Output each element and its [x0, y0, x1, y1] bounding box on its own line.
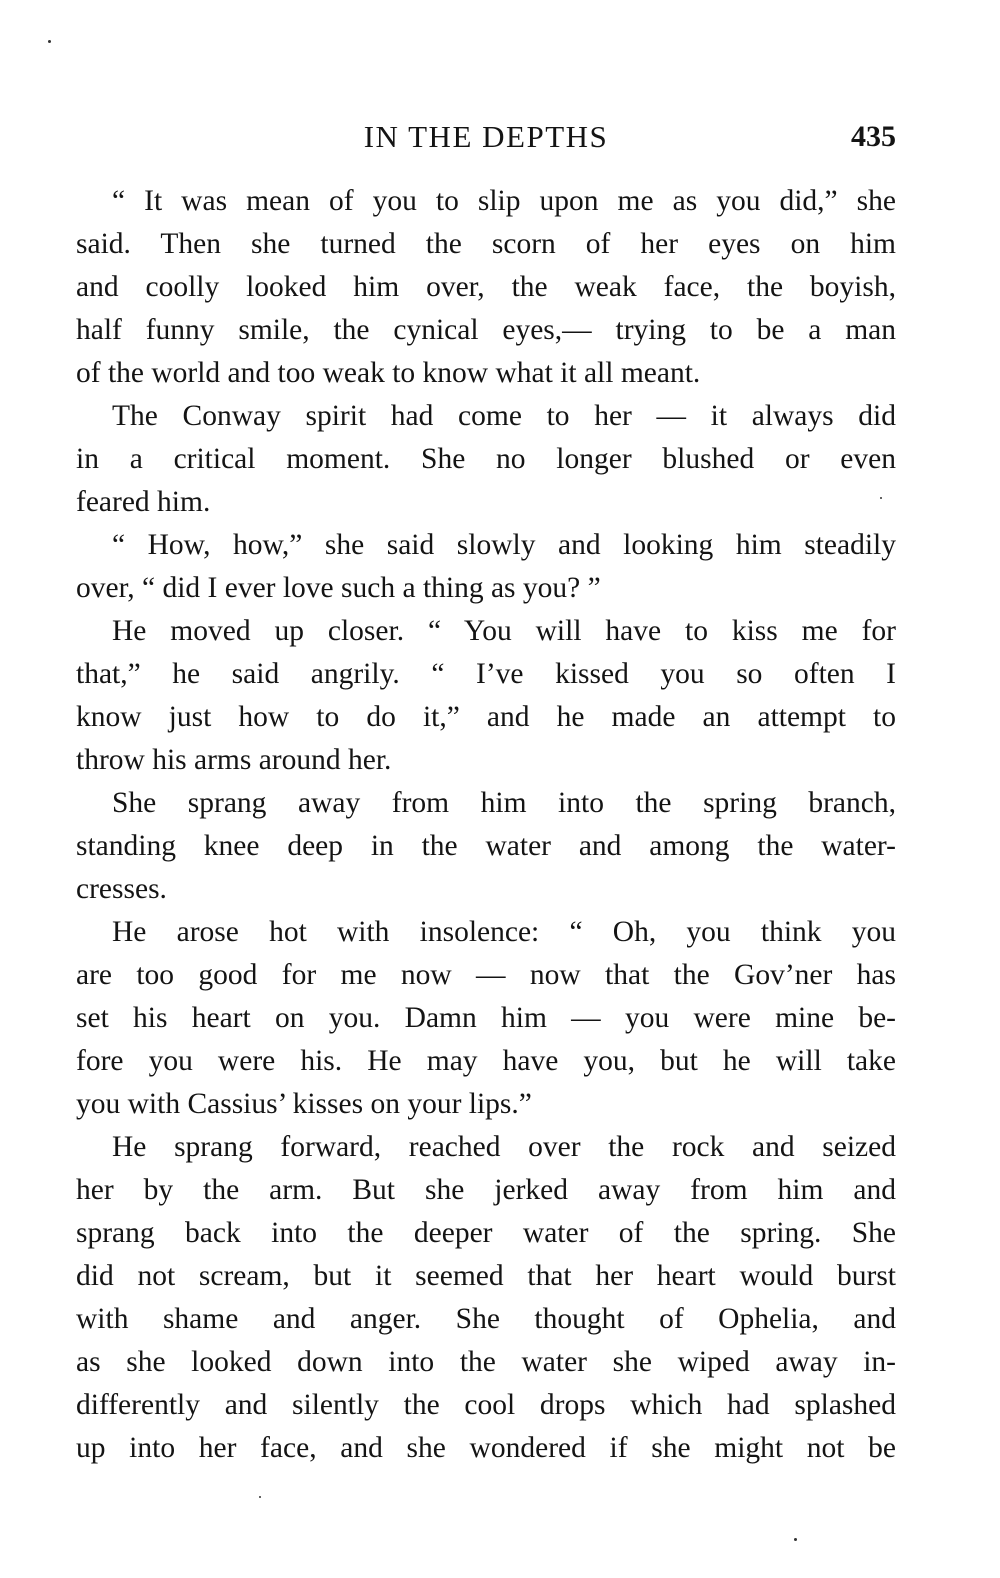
text-line: standing knee deep in the water and among the water- — [76, 830, 896, 862]
paragraph — [76, 1126, 896, 1470]
text-line: sprang back into the deeper water of the spring. She — [76, 1217, 896, 1249]
text-line: said. Then she turned the scorn of her eyes on him — [76, 228, 896, 260]
text-line: you with Cassius’ kisses on your lips.” — [76, 1088, 532, 1120]
running-title: IN THE DEPTHS — [363, 119, 609, 154]
text-line: “ It was mean of you to slip upon me as you did,” she — [112, 185, 896, 217]
text-line: set his heart on you. Damn him — you were mine be- — [76, 1002, 896, 1034]
print-speck — [48, 40, 51, 43]
paragraph — [76, 782, 896, 911]
paragraph — [76, 911, 896, 1126]
print-speck — [794, 1538, 797, 1541]
text-line: that,” he said angrily. “ I’ve kissed you so often I — [76, 658, 896, 690]
paragraph — [76, 180, 896, 395]
body-text — [76, 180, 896, 1470]
text-line: He moved up closer. “ You will have to kiss me for — [112, 615, 896, 647]
paragraph — [76, 610, 896, 782]
text-line: He arose hot with insolence: “ Oh, you think you — [112, 916, 896, 948]
text-line: cresses. — [76, 873, 167, 905]
text-line: with shame and anger. She thought of Ophelia, and — [76, 1303, 896, 1335]
text-line: He sprang forward, reached over the rock and seized — [112, 1131, 896, 1163]
text-line: She sprang away from him into the spring branch, — [112, 787, 896, 819]
text-line: are too good for me now — now that the Gov’ner has — [76, 959, 896, 991]
paragraph — [76, 395, 896, 524]
text-line: as she looked down into the water she wiped away in- — [76, 1346, 896, 1378]
text-line: feared him. — [76, 486, 211, 518]
text-line: her by the arm. But she jerked away from him and — [76, 1174, 896, 1206]
text-line: “ How, how,” she said slowly and looking him steadily — [112, 529, 896, 561]
text-line: up into her face, and she wondered if she might not be — [76, 1432, 896, 1464]
paragraph — [76, 524, 896, 610]
text-line: of the world and too weak to know what it all meant. — [76, 357, 701, 389]
text-line: and coolly looked him over, the weak face, the boyish, — [76, 271, 896, 303]
text-line: did not scream, but it seemed that her heart would burst — [76, 1260, 896, 1292]
page-number: 435 — [851, 120, 896, 153]
running-head — [76, 112, 896, 162]
text-line: The Conway spirit had come to her — it always did — [112, 400, 896, 432]
text-line: half funny smile, the cynical eyes,— trying to be a man — [76, 314, 896, 346]
text-line: differently and silently the cool drops which had splashed — [76, 1389, 896, 1421]
print-speck — [259, 1496, 261, 1498]
text-line: fore you were his. He may have you, but he will take — [76, 1045, 896, 1077]
text-line: throw his arms around her. — [76, 744, 392, 776]
text-line: over, “ did I ever love such a thing as you? ” — [76, 572, 601, 604]
text-line: in a critical moment. She no longer blushed or even — [76, 443, 896, 475]
text-line: know just how to do it,” and he made an attempt to — [76, 701, 896, 733]
